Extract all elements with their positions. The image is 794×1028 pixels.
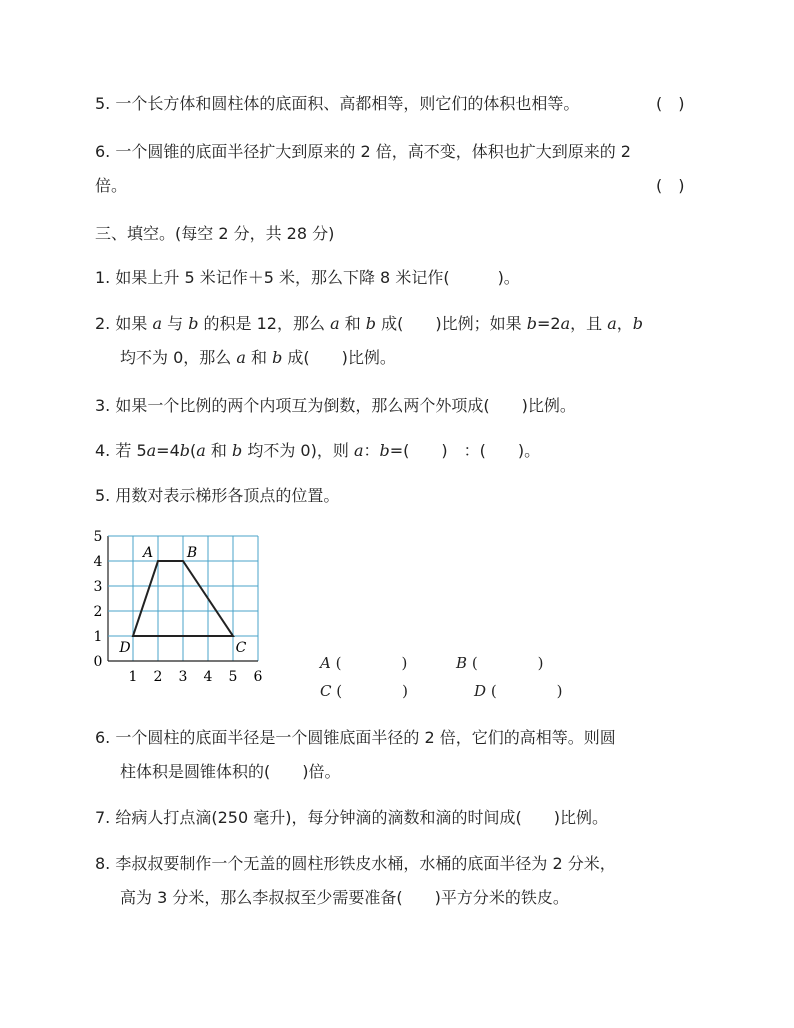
var-b: b [179, 441, 191, 460]
var-a: a [196, 441, 206, 460]
judge-question-6-line1: 6. 一个圆锥的底面半径扩大到原来的 2 倍，高不变，体积也扩大到原来的 2 [95, 142, 631, 161]
y-tick-label: 4 [93, 554, 103, 570]
fill-question-5: 5. 用数对表示梯形各顶点的位置。 [95, 486, 340, 505]
fill-question-7: 7. 给病人打点滴(250 毫升)，每分钟滴的滴数和滴的时间成( )比例。 [95, 808, 608, 827]
answer-D[interactable] [474, 680, 563, 701]
var-b: b [232, 441, 243, 460]
var-b: b [188, 314, 199, 333]
answer-blank[interactable]: ( ) [490, 682, 563, 700]
var-a: a [330, 314, 340, 333]
judge-question-5 [95, 94, 579, 114]
answer-blank[interactable]: ( ) [471, 654, 544, 672]
coordinate-grid [86, 530, 276, 685]
q-text: 和 [339, 314, 366, 333]
q-number: 2. 如果 [95, 314, 153, 333]
q-text: 均不为 0)，则 [242, 441, 354, 460]
y-tick-label: 0 [93, 654, 103, 670]
x-tick-label: 3 [178, 669, 188, 685]
fill-question-4 [95, 441, 540, 461]
var-a: a [560, 314, 571, 333]
judge-bracket-5[interactable]: ( ) [656, 94, 685, 113]
q-text: 成( )比例。 [282, 348, 396, 367]
x-tick-label: 4 [203, 669, 213, 685]
var-b: b [632, 314, 644, 333]
var-b: b [379, 441, 390, 460]
fill-question-3: 3. 如果一个比例的两个内项互为倒数，那么两个外项成( )比例。 [95, 396, 576, 415]
var-a: a [236, 348, 246, 367]
y-tick-label: 2 [93, 604, 103, 620]
x-tick-label: 5 [228, 669, 238, 685]
var-b: b [365, 314, 377, 333]
q-text: 的积是 12，那么 [198, 314, 331, 333]
q-text: ，且 [570, 314, 608, 333]
judge-question-6-line2: 倍。 [95, 176, 128, 195]
q-text: 和 [205, 441, 232, 460]
fill-question-8-line2: 高为 3 分米，那么李叔叔至少需要准备( )平方分米的铁皮。 [120, 888, 569, 907]
answer-blank[interactable]: ( ) [335, 654, 408, 672]
fill-question-2-line1 [95, 314, 643, 334]
answer-A[interactable] [320, 652, 407, 673]
q-text: 4. 若 5 [95, 441, 147, 460]
x-tick-label: 2 [153, 669, 163, 685]
var-a: a [152, 314, 162, 333]
q-text: =2 [536, 314, 561, 333]
answer-label: A [320, 654, 331, 672]
x-tick-label: 6 [253, 669, 263, 685]
q-text: =( ) ：( )。 [389, 441, 541, 460]
q-text: ( [190, 441, 197, 460]
q-text: =4 [156, 441, 180, 460]
vertex-label-A: A [142, 545, 154, 561]
y-tick-label: 1 [93, 629, 103, 645]
fill-question-8-line1: 8. 李叔叔要制作一个无盖的圆柱形铁皮水桶，水桶的底面半径为 2 分米， [95, 854, 616, 873]
vertex-label-B: B [186, 545, 198, 561]
q-text: 与 [162, 314, 189, 333]
var-a: a [607, 314, 617, 333]
answer-B[interactable] [456, 652, 544, 673]
q-text: 成( )比例；如果 [376, 314, 527, 333]
q-text: 均不为 0，那么 [120, 348, 237, 367]
var-a: a [146, 441, 157, 460]
fill-question-2-line2 [120, 348, 396, 368]
question-text: 5. 一个长方体和圆柱体的底面积、高都相等，则它们的体积也相等。 [95, 94, 580, 113]
fill-question-6-line1: 6. 一个圆柱的底面半径是一个圆锥底面半径的 2 倍，它们的高相等。则圆 [95, 728, 616, 747]
q-text: ， [616, 314, 633, 333]
y-tick-label: 5 [93, 529, 103, 545]
var-b: b [272, 348, 283, 367]
answer-label: B [456, 654, 468, 672]
section-heading: 三、填空。(每空 2 分，共 28 分) [95, 224, 335, 243]
judge-bracket-6[interactable]: ( ) [656, 176, 685, 195]
y-tick-label: 3 [93, 579, 103, 595]
answer-blank[interactable]: ( ) [336, 682, 408, 700]
answer-label: C [320, 682, 332, 700]
vertex-label-C: C [235, 640, 247, 656]
q-text: 和 [245, 348, 273, 367]
answer-label: D [474, 682, 487, 700]
x-tick-label: 1 [128, 669, 138, 685]
q-text: ： [363, 441, 380, 460]
var-a: a [353, 441, 364, 460]
fill-question-1: 1. 如果上升 5 米记作＋5 米，那么下降 8 米记作( )。 [95, 268, 520, 287]
fill-question-6-line2: 柱体积是圆锥体积的( )倍。 [120, 762, 341, 781]
var-b: b [526, 314, 537, 333]
answer-C[interactable] [320, 680, 408, 701]
vertex-label-D: D [119, 640, 131, 656]
